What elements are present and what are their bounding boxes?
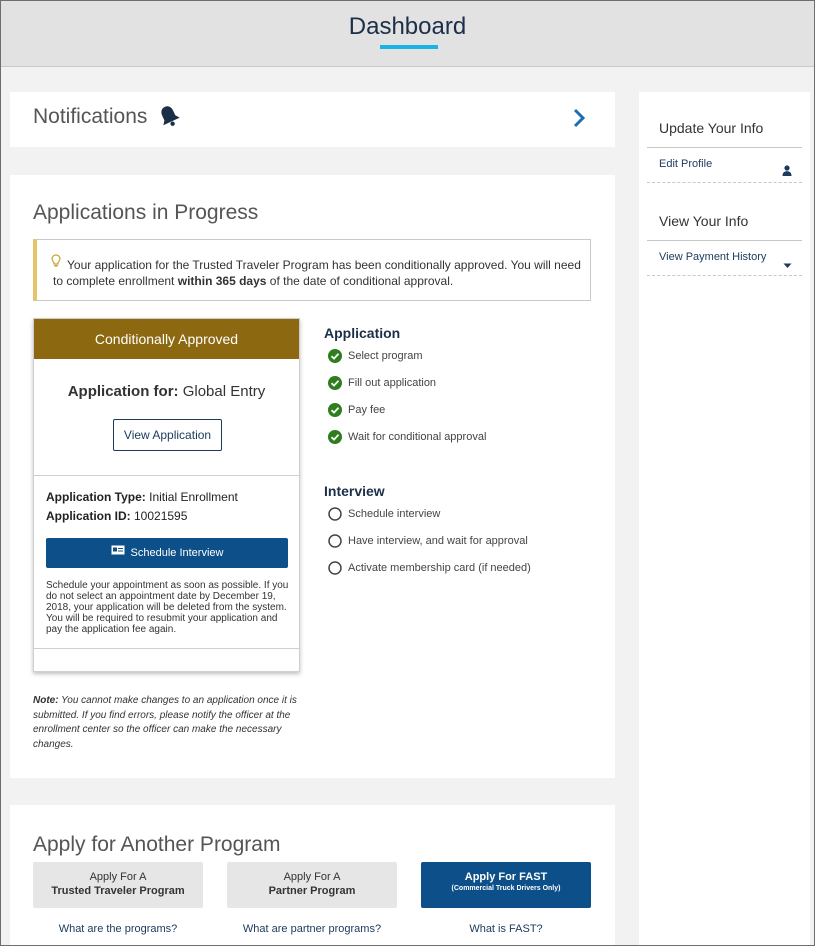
view-application-button[interactable]: View Application xyxy=(113,419,222,451)
chevron-right-icon[interactable] xyxy=(572,108,586,133)
applications-title: Applications in Progress xyxy=(33,201,259,224)
what-is-fast-link[interactable]: What is FAST? xyxy=(469,923,543,935)
apply-another-panel xyxy=(10,805,615,946)
application-type: Application Type: Initial Enrollment xyxy=(46,490,238,504)
sidebar xyxy=(639,92,810,946)
alert-text: Your application for the Trusted Traveler Program has been conditionally approved. You will need to complete enrollment within 365 days of the date of conditional approval. xyxy=(53,258,581,288)
status-header: Conditionally Approved xyxy=(34,319,299,359)
caret-down-icon xyxy=(783,251,792,281)
check-circle-icon xyxy=(328,349,342,366)
title-underline xyxy=(380,45,438,49)
user-icon xyxy=(782,158,792,188)
notifications-title: Notifications xyxy=(33,105,148,128)
schedule-note: Schedule your appointment as soon as possible. If you do not select an appointment date by December 19, 2018, your application will be deleted from the system. You will be required to resubmit your application and pay the application fee again. xyxy=(46,580,289,635)
apply-another-title: Apply for Another Program xyxy=(33,833,281,856)
view-info-heading: View Your Info xyxy=(647,213,802,241)
application-for: Application for: Global Entry xyxy=(67,383,266,400)
page-header xyxy=(0,0,815,67)
update-info-heading: Update Your Info xyxy=(647,120,802,148)
empty-circle-icon xyxy=(328,507,342,524)
apply-trusted-traveler-button[interactable]: Apply For A Trusted Traveler Program xyxy=(33,862,203,908)
note-text: Note: You cannot make changes to an application once it is submitted. If you find errors, please notify the officer at the enrollment center so the officer can make the necessary changes. xyxy=(33,695,297,750)
application-status-card xyxy=(33,318,300,672)
apply-partner-program-button[interactable]: Apply For A Partner Program xyxy=(227,862,397,908)
what-are-partner-programs-link[interactable]: What are partner programs? xyxy=(242,923,382,935)
schedule-interview-button[interactable]: Schedule Interview xyxy=(46,538,288,568)
card-divider xyxy=(34,475,299,476)
edit-profile-link[interactable]: Edit Profile xyxy=(647,149,802,183)
card-divider xyxy=(34,648,299,649)
notifications-panel[interactable] xyxy=(10,92,615,147)
check-circle-icon xyxy=(328,376,342,393)
empty-circle-icon xyxy=(328,561,342,578)
application-id: Application ID: 10021595 xyxy=(46,509,188,523)
check-circle-icon xyxy=(328,403,342,420)
what-are-programs-link[interactable]: What are the programs? xyxy=(58,923,178,935)
approval-alert xyxy=(33,239,591,301)
application-steps-title: Application xyxy=(324,325,401,341)
interview-steps-title: Interview xyxy=(324,483,385,499)
empty-circle-icon xyxy=(328,534,342,551)
applications-panel: Applications in Progress Your application for the Trusted Traveler Program has been conditionally approved. You will need to complete enrollment within 365 days of the date of conditional approval. Conditionally Approved Application for: Global Entry View Application Application Type: Initial Enrollment Application ID: 10021595 Schedule Interview Schedule your appointment as soon as possible. If you do not select an appointment date by December 19, 2018, your application will be deleted from the system. You will be required to resubmit your application and pay the application fee again. Note: You cannot make changes to an application once it is submitted. If you find errors, please notify the officer at the enrollment center so the officer can make the necessary changes. Application Select program Fill out application Pay fee Wait for conditional approval Interview Schedule interview Have interview, and wait for approval Activate membership card (if needed) xyxy=(10,175,615,778)
apply-fast-button[interactable]: Apply For FAST (Commercial Truck Drivers Only) xyxy=(421,862,591,908)
view-payment-history-link[interactable]: View Payment History xyxy=(647,242,802,276)
page-title: Dashboard xyxy=(348,13,467,40)
id-card-icon xyxy=(111,537,125,567)
check-circle-icon xyxy=(328,430,342,447)
bell-icon xyxy=(157,104,181,133)
